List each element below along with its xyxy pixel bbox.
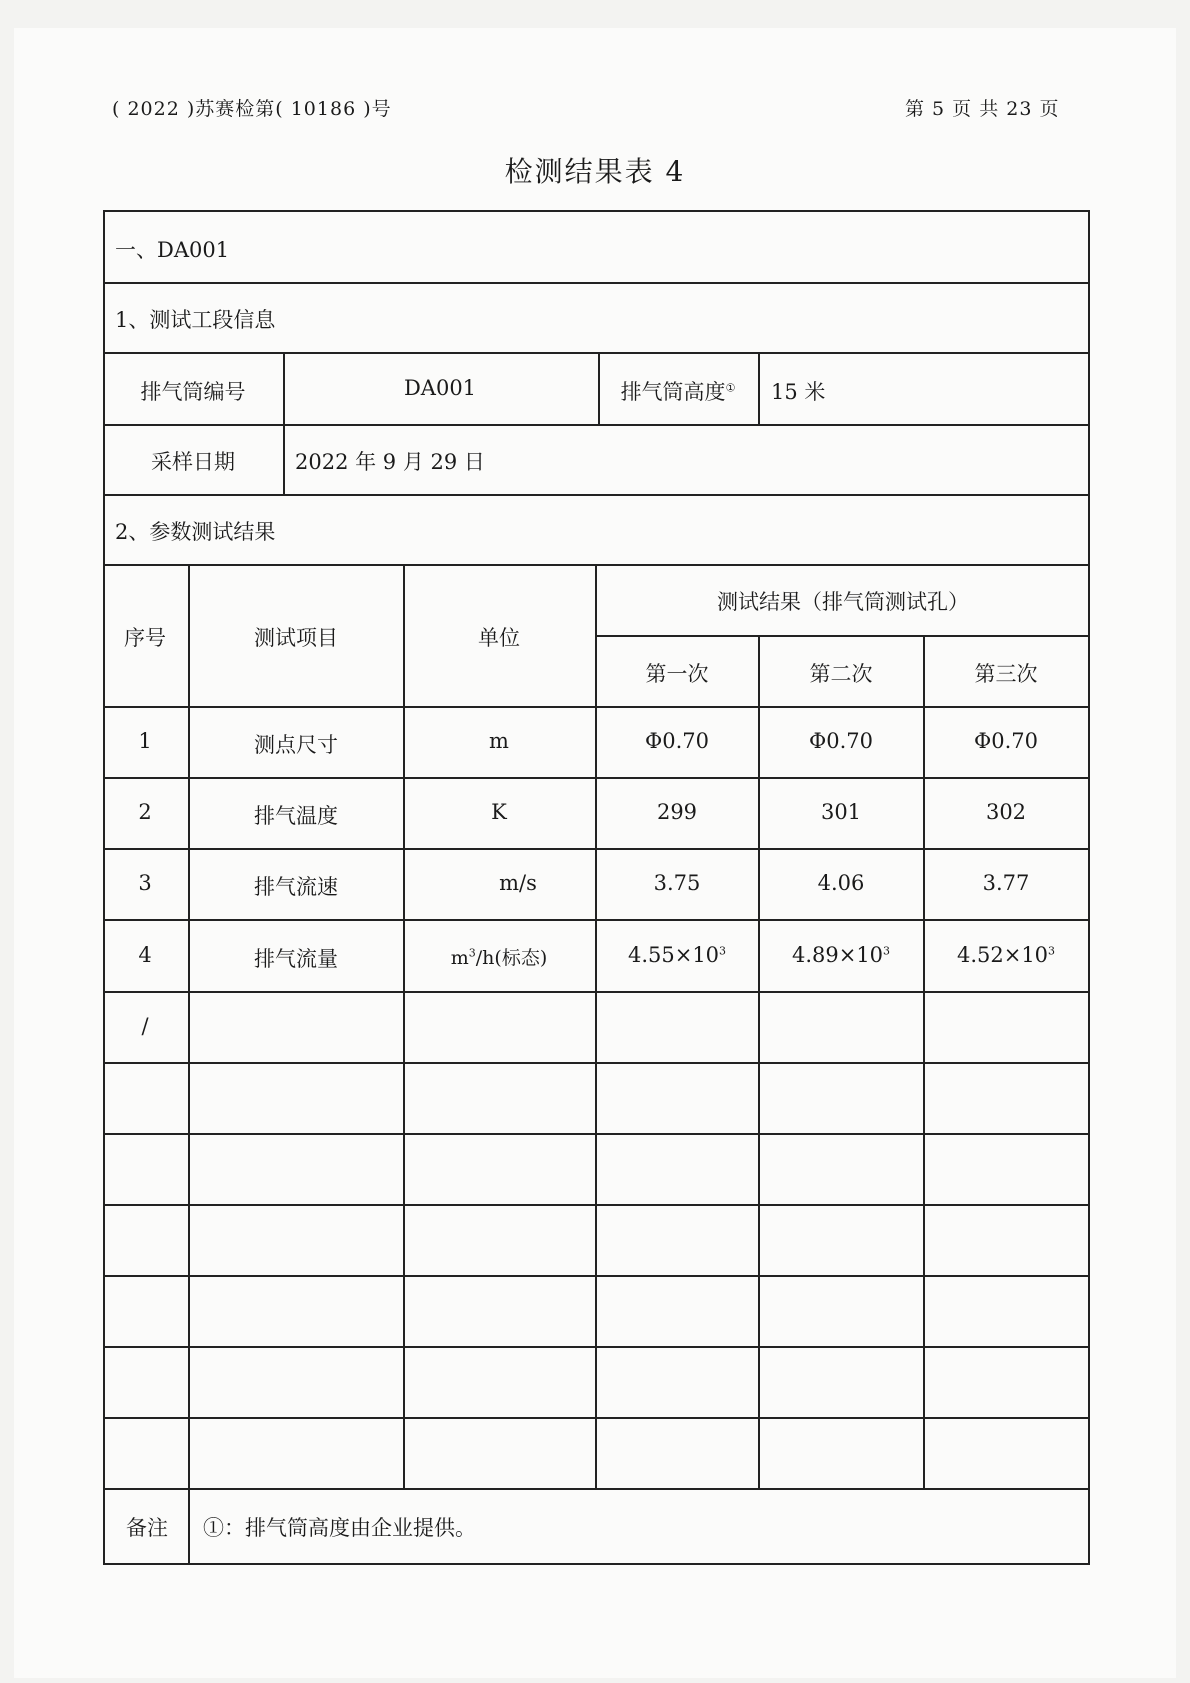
- table-cell-result: 302: [985, 800, 1027, 824]
- empty-row-mark: /: [141, 1014, 149, 1038]
- row-divider: [103, 282, 1090, 284]
- footnote-mark: ①: [725, 381, 736, 395]
- stack-number-value: DA001: [403, 376, 477, 400]
- table-cell-seq: 3: [138, 871, 152, 895]
- table-cell-result: Φ0.70: [974, 729, 1038, 753]
- header-item: 测试项目: [254, 626, 338, 650]
- table-cell-result: $4.52\times 10^3$: [956, 943, 1056, 967]
- page-info: 第 5 页 共 23 页: [905, 98, 1060, 120]
- table-cell-seq: 4: [138, 943, 152, 967]
- header-first: 第一次: [645, 662, 709, 686]
- table-cell-result: Φ0.70: [809, 729, 873, 753]
- stack-height-value: 15 米: [771, 380, 826, 404]
- col-divider: [598, 352, 600, 424]
- table-cell-seq: 1: [138, 729, 152, 753]
- table-cell-result: Φ0.70: [645, 729, 709, 753]
- table-cell-result: $4.55\times 10^3$: [627, 943, 727, 967]
- section-heading: 一、DA001: [115, 238, 230, 262]
- work-info-heading: 1、测试工段信息: [115, 308, 276, 332]
- row-divider: [595, 635, 1090, 637]
- table-border-left: [103, 210, 105, 1565]
- remarks-text: ①：排气筒高度由企业提供。: [203, 1516, 476, 1540]
- header-result-group: 测试结果（排气筒测试孔）: [717, 590, 969, 614]
- table-cell-item: 排气流速: [254, 875, 338, 899]
- table-cell-result: 301: [820, 800, 862, 824]
- page-title: 检测结果表 4: [504, 155, 686, 188]
- col-divider: [923, 635, 925, 1488]
- report-number: ( 2022 )苏赛检第( 10186 )号: [112, 98, 392, 120]
- header-second: 第二次: [809, 662, 873, 686]
- table-cell-seq: 2: [138, 800, 152, 824]
- header-third: 第三次: [974, 662, 1038, 686]
- row-divider: [103, 1488, 1090, 1490]
- col-divider: [283, 352, 285, 496]
- table-cell-result: 299: [656, 800, 698, 824]
- remarks-label: 备注: [126, 1516, 168, 1540]
- sample-date-label: 采样日期: [151, 450, 235, 474]
- stack-number-label: 排气筒编号: [140, 380, 246, 404]
- table-cell-item: 排气流量: [254, 947, 338, 971]
- table-cell-result: 3.77: [982, 871, 1030, 895]
- table-cell-item: 测点尺寸: [254, 733, 338, 757]
- row-divider: [103, 424, 1090, 426]
- col-divider: [403, 564, 405, 1488]
- sample-date-value: 2022 年 9 月 29 日: [295, 450, 485, 474]
- col-divider: [188, 564, 190, 1565]
- stack-height-label: 排气筒高度①: [620, 380, 736, 404]
- header-seq: 序号: [124, 626, 166, 650]
- table-cell-result: 4.06: [817, 871, 865, 895]
- table-cell-unit: m/s: [499, 871, 537, 895]
- table-border-right: [1088, 210, 1090, 1565]
- col-divider: [758, 352, 760, 424]
- table-cell-item: 排气温度: [254, 804, 338, 828]
- row-divider: [103, 352, 1090, 354]
- params-heading: 2、参数测试结果: [115, 520, 276, 544]
- table-cell-unit: K: [491, 800, 507, 824]
- table-cell-result: $4.89\times 10^3$: [791, 943, 891, 967]
- table-cell-unit: $m^3/h$(标态): [450, 946, 548, 969]
- col-divider: [595, 564, 597, 1488]
- table-cell-result: 3.75: [653, 871, 701, 895]
- header-unit: 单位: [478, 626, 520, 650]
- table-border-top: [103, 210, 1090, 212]
- results-table: [103, 210, 1090, 1565]
- table-cell-unit: m: [489, 729, 509, 753]
- table-border-bottom: [103, 1563, 1090, 1565]
- col-divider: [758, 635, 760, 1488]
- row-divider: [103, 494, 1090, 496]
